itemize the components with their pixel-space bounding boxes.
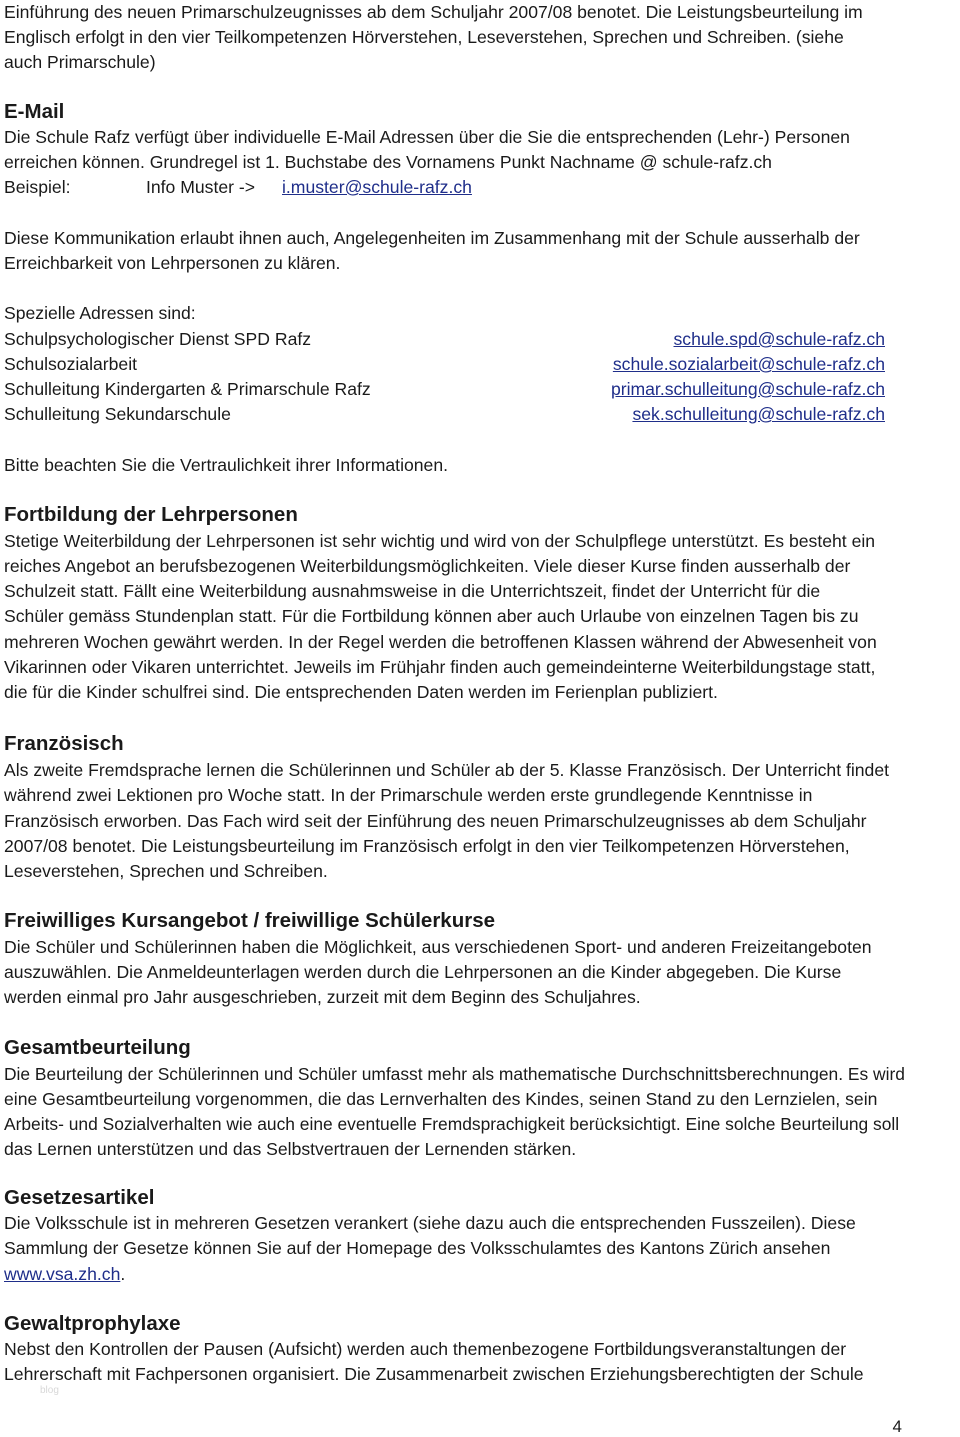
email-example-value: Info Muster -> xyxy=(146,177,256,197)
kurse-line: werden einmal pro Jahr ausgeschrieben, zurzeit mit dem Beginn des Schuljahres. xyxy=(4,987,641,1007)
address-link-sek[interactable]: sek.schulleitung@schule-rafz.ch xyxy=(632,404,885,424)
gesetz-line-1: Die Volksschule ist in mehreren Gesetzen verankert (siehe dazu auch die entsprechenden Fusszeilen). Diese xyxy=(4,1213,856,1233)
gewalt-heading: Gewaltprophylaxe xyxy=(4,1312,181,1335)
address-label-sek: Schulleitung Sekundarschule xyxy=(4,404,231,424)
address-label-primar: Schulleitung Kindergarten & Primarschule Rafz xyxy=(4,379,371,399)
fortbildung-line: mehreren Wochen gewährt werden. In der Regel werden die betroffenen Klassen während der Abwesenheit von xyxy=(4,632,877,652)
franzoesisch-line: Französisch erworben. Das Fach wird seit der Einführung des neuen Primarschulzeugnisses ab dem Schuljahr xyxy=(4,811,867,831)
vsa-link-suffix: . xyxy=(120,1264,126,1284)
gesetz-line-2: Sammlung der Gesetze können Sie auf der Homepage des Volksschulamtes des Kantons Zürich ansehen xyxy=(4,1238,831,1258)
gesamt-line: Die Beurteilung der Schülerinnen und Schüler umfasst mehr als mathematische Durchschnittsberechnungen. Es wird xyxy=(4,1064,905,1084)
confidentiality-note: Bitte beachten Sie die Vertraulichkeit ihrer Informationen. xyxy=(4,455,449,475)
intro-line-1: Einführung des neuen Primarschulzeugnisses ab dem Schuljahr 2007/08 benotet. Die Leistungsbeurteilung im xyxy=(4,2,863,22)
address-link-sozialarbeit[interactable]: schule.sozialarbeit@schule-rafz.ch xyxy=(612,354,885,374)
fortbildung-line: Stetige Weiterbildung der Lehrpersonen ist sehr wichtig und wird von der Schulpflege unterstützt. Es besteht ein xyxy=(4,531,876,551)
gesetz-heading: Gesetzesartikel xyxy=(4,1186,155,1209)
intro-line-2: Englisch erfolgt in den vier Teilkompetenzen Hörverstehen, Leseverstehen, Sprechen und Schreiben. (siehe xyxy=(4,27,844,47)
franzoesisch-line: Leseverstehen, Sprechen und Schreiben. xyxy=(4,861,328,881)
franzoesisch-line: Als zweite Fremdsprache lernen die Schülerinnen und Schüler ab der 5. Klasse Französisch. Der Unterricht findet xyxy=(4,760,890,780)
address-label-spd: Schulpsychologischer Dienst SPD Rafz xyxy=(4,329,312,349)
gesamt-line: eine Gesamtbeurteilung vorgenommen, die das Lernverhalten des Kindes, seinen Stand zu den Lernzielen, sein xyxy=(4,1089,878,1109)
email-heading: E-Mail xyxy=(4,100,65,123)
kurse-heading: Freiwilliges Kursangebot / freiwillige Schülerkurse xyxy=(4,909,495,932)
email-comm-line-1: Diese Kommunikation erlaubt ihnen auch, Angelegenheiten im Zusammenhang mit der Schule ausserhalb der xyxy=(4,228,860,248)
fortbildung-line: Vikarinnen oder Vikaren unterrichtet. Jeweils im Frühjahr finden auch gemeindeinterne Weiterbildungstage statt, xyxy=(4,657,876,677)
fortbildung-line: reiches Angebot an berufsbezogenen Weiterbildungsmöglichkeiten. Viele dieser Kurse finden ausserhalb der xyxy=(4,556,851,576)
franzoesisch-line: 2007/08 benotet. Die Leistungsbeurteilung im Französisch erfolgt in den vier Teilkompetenzen Hörverstehen, xyxy=(4,836,850,856)
watermark: blog xyxy=(40,1385,59,1396)
email-comm-line-2: Erreichbarkeit von Lehrpersonen zu klären. xyxy=(4,253,341,273)
franzoesisch-line: während zwei Lektionen pro Woche statt. In der Primarschule werden erste grundlegende Kenntnisse in xyxy=(4,785,813,805)
email-example-label: Beispiel: xyxy=(4,177,71,197)
gesamt-line: Arbeits- und Sozialverhalten wie auch eine eventuelle Fremdsprachigkeit berücksichtigt. Eine solche Beurteilung soll xyxy=(4,1114,900,1134)
gesamt-line: das Lernen unterstützen und das Selbstvertrauen der Lernenden stärken. xyxy=(4,1139,577,1159)
special-addresses-title: Spezielle Adressen sind: xyxy=(4,303,196,323)
gewalt-line: Lehrerschaft mit Fachpersonen organisiert. Die Zusammenarbeit zwischen Erziehungsberechtigten der Schule xyxy=(4,1364,864,1384)
fortbildung-line: die für die Kinder schulfrei sind. Die entsprechenden Daten werden im Ferienplan publiziert. xyxy=(4,682,718,702)
fortbildung-line: Schulzeit statt. Fällt eine Weiterbildung ausnahmsweise in die Unterrichtszeit, findet der Unterricht für die xyxy=(4,581,821,601)
address-link-spd[interactable]: schule.spd@schule-rafz.ch xyxy=(673,329,885,349)
email-example-link[interactable]: i.muster@schule-rafz.ch xyxy=(282,177,472,197)
page-number: 4 xyxy=(892,1417,902,1436)
address-label-sozialarbeit: Schulsozialarbeit xyxy=(4,354,138,374)
gesetz-link-row xyxy=(4,1262,125,1287)
vsa-link[interactable]: www.vsa.zh.ch xyxy=(4,1264,121,1284)
fortbildung-line: Schüler gemäss Stundenplan statt. Für die Fortbildung können aber auch Urlaube von einzelnen Tagen bis zu xyxy=(4,606,859,626)
kurse-line: Die Schüler und Schülerinnen haben die Möglichkeit, aus verschiedenen Sport- und anderen Freizeitangeboten xyxy=(4,937,872,957)
address-link-primar[interactable]: primar.schulleitung@schule-rafz.ch xyxy=(610,379,885,399)
franzoesisch-heading: Französisch xyxy=(4,732,124,755)
gesamt-heading: Gesamtbeurteilung xyxy=(4,1036,191,1059)
intro-line-3: auch Primarschule) xyxy=(4,52,156,72)
gewalt-line: Nebst den Kontrollen der Pausen (Aufsicht) werden auch themenbezogene Fortbildungsveranstaltungen der xyxy=(4,1339,847,1359)
kurse-line: auszuwählen. Die Anmeldeunterlagen werden durch die Lehrpersonen an die Kinder abgegeben. Die Kurse xyxy=(4,962,842,982)
fortbildung-heading: Fortbildung der Lehrpersonen xyxy=(4,503,298,526)
email-line-1: Die Schule Rafz verfügt über individuelle E-Mail Adressen über die Sie die entsprechenden (Lehr-) Personen xyxy=(4,127,850,147)
email-example-row xyxy=(4,175,904,200)
email-line-2: erreichen können. Grundregel ist 1. Buchstabe des Vornamens Punkt Nachname @ schule-rafz.ch xyxy=(4,152,772,172)
